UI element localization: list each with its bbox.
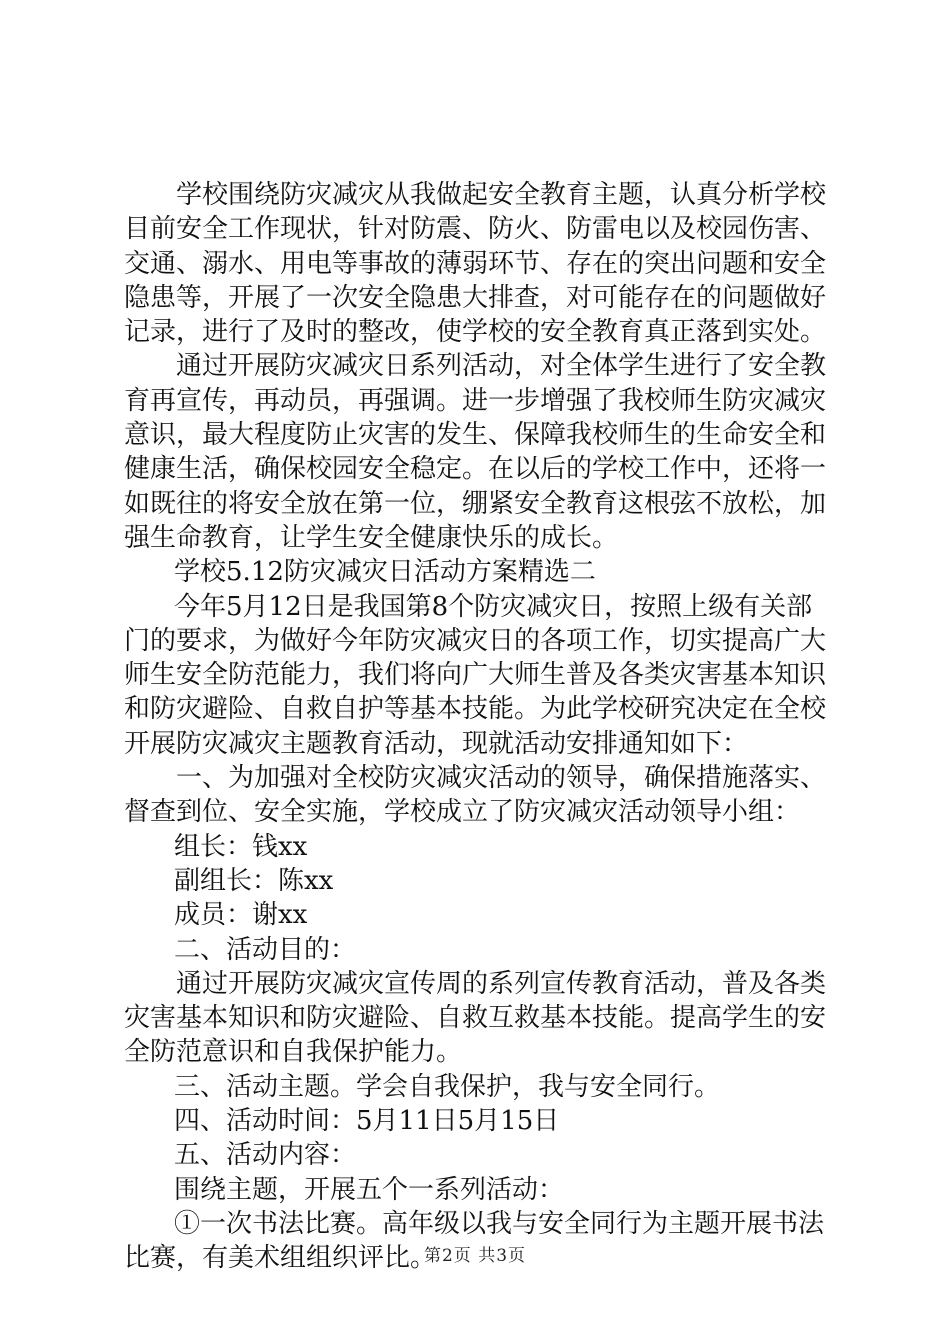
text-line: 围绕主题，开展五个一系列活动： bbox=[174, 1174, 565, 1205]
text-line: 灾害基本知识和防灾避险、自救互救基本技能。提高学生的安 bbox=[124, 1003, 827, 1034]
text-line: 比赛，有美术组组织评比。 bbox=[124, 1243, 437, 1274]
text-line: 副组长：陈xx bbox=[174, 865, 334, 896]
text-line: 全防范意识和自我保护能力。 bbox=[124, 1037, 463, 1068]
section-heading: 学校5.12防灾减灾日活动方案精选二 bbox=[174, 557, 596, 588]
text-line: 一、为加强对全校防灾减灾活动的领导，确保措施落实、 bbox=[176, 763, 827, 794]
text-line: 通过开展防灾减灾日系列活动，对全体学生进行了安全教 bbox=[176, 351, 827, 382]
text-line: 意识，最大程度防止灾害的发生、保障我校师生的生命安全和 bbox=[124, 420, 827, 451]
text-line: 组长：钱xx bbox=[174, 831, 308, 862]
text-line: 三、活动主题。学会自我保护，我与安全同行。 bbox=[174, 1071, 721, 1102]
text-line: 交通、溺水、用电等事故的薄弱环节、存在的突出问题和安全 bbox=[124, 248, 827, 279]
text-line: 隐患等，开展了一次安全隐患大排查，对可能存在的问题做好 bbox=[124, 282, 827, 313]
text-line: 强生命教育，让学生安全健康快乐的成长。 bbox=[124, 522, 619, 553]
text-line: 开展防灾减灾主题教育活动，现就活动安排通知如下： bbox=[124, 728, 749, 759]
text-line: 健康生活，确保校园安全稳定。在以后的学校工作中，还将一 bbox=[124, 454, 827, 485]
text-line: 通过开展防灾减灾宣传周的系列宣传教育活动，普及各类 bbox=[176, 968, 827, 999]
text-line: 二、活动目的： bbox=[174, 934, 357, 965]
text-line: 督查到位、安全实施，学校成立了防灾减灾活动领导小组： bbox=[124, 797, 801, 828]
document-body bbox=[124, 178, 836, 1276]
text-line: 四、活动时间：5月11日5月15日 bbox=[174, 1106, 560, 1137]
text-line: 目前安全工作现状，针对防震、防火、防雷电以及校园伤害、 bbox=[124, 214, 827, 245]
text-line: 师生安全防范能力，我们将向广大师生普及各类灾害基本知识 bbox=[124, 660, 827, 691]
text-line: 和防灾避险、自救自护等基本技能。为此学校研究决定在全校 bbox=[124, 694, 827, 725]
text-line: 成员：谢xx bbox=[174, 900, 308, 931]
text-line: 今年5月12日是我国第8个防灾减灾日，按照上级有关部 bbox=[174, 591, 813, 622]
text-line: ①一次书法比赛。高年级以我与安全同行为主题开展书法 bbox=[174, 1208, 825, 1239]
text-line: 记录，进行了及时的整改，使学校的安全教育真正落到实处。 bbox=[124, 317, 827, 348]
text-line: 如既往的将安全放在第一位，绷紧安全教育这根弦不放松，加 bbox=[124, 488, 827, 519]
text-line: 门的要求，为做好今年防灾减灾日的各项工作，切实提高广大 bbox=[124, 625, 827, 656]
text-line: 学校围绕防灾减灾从我做起安全教育主题，认真分析学校 bbox=[176, 180, 827, 210]
text-line: 五、活动内容： bbox=[174, 1140, 357, 1171]
text-line: 育再宣传，再动员，再强调。进一步增强了我校师生防灾减灾 bbox=[124, 385, 827, 416]
page-number-footer: 第2页 共3页 bbox=[423, 1246, 527, 1266]
